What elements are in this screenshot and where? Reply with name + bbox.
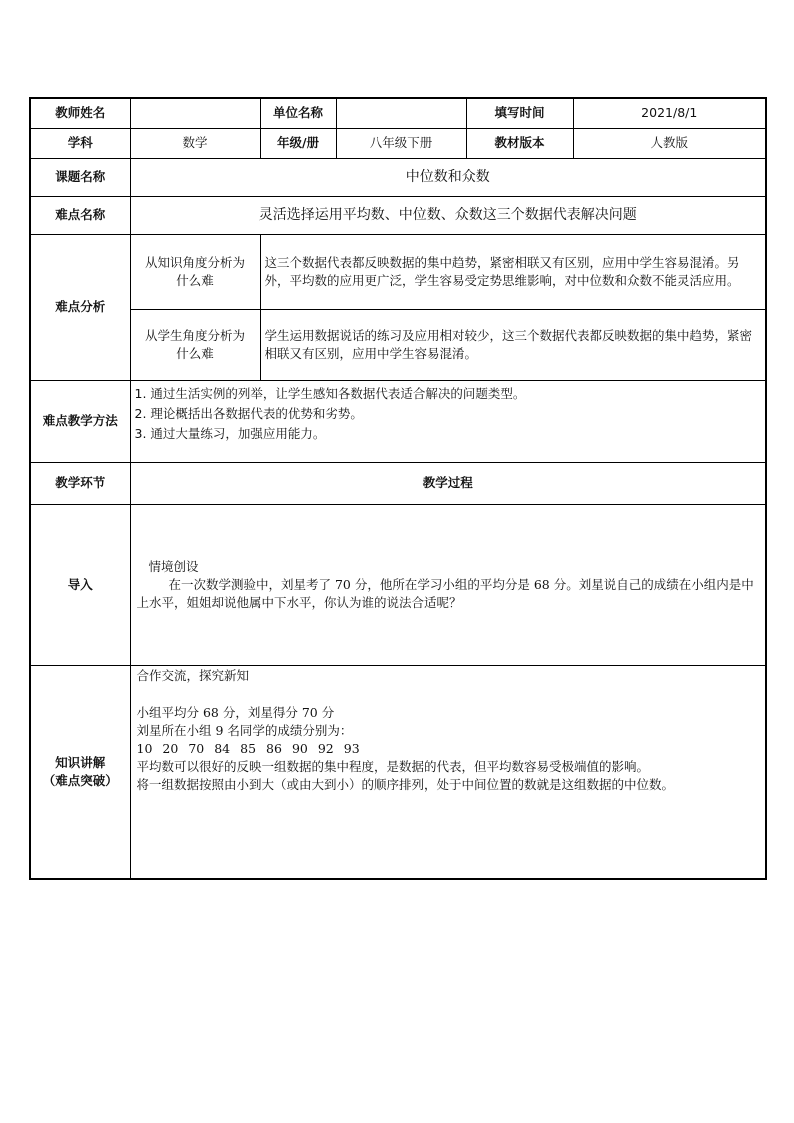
date-value[interactable]: 2021/8/1 [573, 98, 766, 128]
unit-value[interactable] [336, 98, 466, 128]
knowledge-perspective-label: 从知识角度分析为什么难 [130, 234, 260, 309]
knowledge-perspective-text[interactable]: 这三个数据代表都反映数据的集中趋势，紧密相联又有区别，应用中学生容易混淆。另外，平均数的应用更广泛，学生容易受定势思维影响，对中位数和众数不能灵活应用。 [260, 234, 766, 309]
unit-label: 单位名称 [260, 98, 336, 128]
header-row [30, 98, 766, 128]
method-item: 2. 理论概括出各数据代表的优势和劣势。 [134, 405, 363, 421]
score-value: 10 [136, 740, 153, 756]
knowledge-line-2: 刘星所在小组 9 名同学的成绩分别为： [136, 722, 353, 738]
score-value: 86 [266, 740, 282, 756]
knowledge-content[interactable] [130, 665, 766, 879]
topic-value[interactable]: 中位数和众数 [130, 158, 766, 196]
knowledge-line-3: 平均数可以很好的反映一组数据的集中程度，是数据的代表，但平均数容易受极端值的影响。 [136, 758, 650, 774]
teacher-name-value[interactable] [130, 98, 260, 128]
methods-list[interactable] [130, 380, 766, 462]
teacher-name-label: 教师姓名 [30, 98, 130, 128]
difficulty-label: 难点名称 [30, 196, 130, 234]
difficulty-value[interactable]: 灵活选择运用平均数、中位数、众数这三个数据代表解决问题 [130, 196, 766, 234]
knowledge-row [30, 665, 766, 879]
student-perspective-label: 从学生角度分析为什么难 [130, 309, 260, 380]
analysis-row-1 [30, 234, 766, 309]
analysis-label: 难点分析 [30, 234, 130, 380]
topic-label: 课题名称 [30, 158, 130, 196]
grade-value[interactable]: 八年级下册 [336, 128, 466, 158]
edition-value[interactable]: 人教版 [573, 128, 766, 158]
subject-label: 学科 [30, 128, 130, 158]
stage-header: 教学环节 [30, 462, 130, 504]
process-header-row [30, 462, 766, 504]
knowledge-label [30, 665, 130, 879]
analysis-row-2 [30, 309, 766, 380]
methods-row [30, 380, 766, 462]
score-value: 70 [188, 740, 205, 756]
score-value: 85 [240, 740, 257, 756]
score-value: 84 [214, 740, 231, 756]
grade-label: 年级/册 [260, 128, 336, 158]
score-list [137, 740, 760, 758]
methods-label: 难点教学方法 [30, 380, 130, 462]
date-label: 填写时间 [466, 98, 573, 128]
intro-row [30, 504, 766, 665]
spacer [137, 685, 760, 704]
intro-content[interactable] [130, 504, 766, 665]
score-value: 20 [162, 740, 179, 756]
knowledge-label-line1: 知识讲解 [55, 754, 106, 770]
subject-value[interactable]: 数学 [130, 128, 260, 158]
method-item: 1. 通过生活实例的列举，让学生感知各数据代表适合解决的问题类型。 [134, 385, 526, 401]
process-header: 教学过程 [130, 462, 766, 504]
score-value: 90 [291, 740, 308, 756]
topic-row [30, 158, 766, 196]
knowledge-line-4: 将一组数据按照由小到大（或由大到小）的顺序排列，处于中间位置的数就是这组数据的中位数。 [136, 776, 675, 792]
knowledge-label-line2: （难点突破） [42, 772, 118, 788]
intro-title: 情境创设 [148, 558, 199, 574]
knowledge-heading: 合作交流，探究新知 [136, 667, 250, 683]
method-item: 3. 通过大量练习，加强应用能力。 [134, 425, 326, 441]
difficulty-row [30, 196, 766, 234]
edition-label: 教材版本 [466, 128, 573, 158]
intro-label: 导入 [30, 504, 130, 665]
intro-body: 在一次数学测验中，刘星考了 70 分，他所在学习小组的平均分是 68 分。刘星说自己的成绩在小组内是中上水平，姐姐却说他属中下水平，你认为谁的说法合适呢？ [136, 576, 754, 610]
score-value: 92 [317, 740, 334, 756]
lesson-plan-table [29, 97, 767, 880]
student-perspective-text[interactable]: 学生运用数据说话的练习及应用相对较少，这三个数据代表都反映数据的集中趋势，紧密相联又有区别，应用中学生容易混淆。 [260, 309, 766, 380]
subject-row [30, 128, 766, 158]
knowledge-line-1: 小组平均分 68 分，刘星得分 70 分 [136, 704, 335, 720]
score-value: 93 [343, 740, 360, 756]
